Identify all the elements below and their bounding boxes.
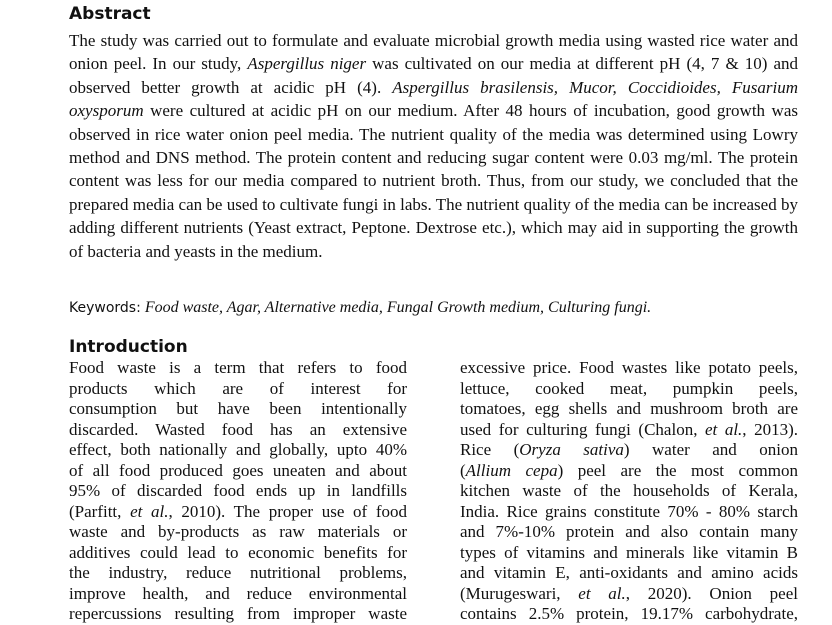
text-fragment: ( bbox=[460, 460, 466, 480]
abstract-species: Aspergillus brasilensis, Mucor, Coccidioides, Fusarium oxysporum bbox=[69, 77, 798, 121]
text-line: consumption but have been intentionally bbox=[69, 399, 407, 418]
citation-author: (Murugeswari, bbox=[460, 583, 579, 603]
text-line: excessive price. Food wastes like potato peels, bbox=[460, 358, 798, 377]
text-line: products which are of interest for bbox=[69, 378, 407, 398]
species-name: Oryza sativa bbox=[519, 440, 624, 459]
text-line: improve health, and reduce environmental bbox=[69, 583, 407, 603]
citation-etal: et al. bbox=[130, 501, 169, 521]
abstract-heading: Abstract bbox=[69, 4, 151, 24]
text-line: India. Rice grains constitute 70% - 80% starch bbox=[460, 501, 798, 521]
text-line bbox=[460, 584, 798, 605]
text-fragment: , 2013). bbox=[742, 419, 799, 439]
text-line: additives could lead to economic benefits for bbox=[69, 542, 407, 562]
text-fragment: ) peel are the most common bbox=[557, 460, 798, 480]
abstract-species: Aspergillus niger bbox=[247, 54, 367, 74]
text-line: effect, both nationally and globally, upto 40% bbox=[69, 440, 407, 459]
text-line: kitchen waste of the households of Kerala, bbox=[460, 481, 798, 500]
text-line: discarded. Wasted food has an extensive bbox=[69, 419, 407, 439]
species-name: Allium cepa bbox=[465, 460, 558, 480]
text-fragment: , 2010). The proper use of food bbox=[168, 501, 408, 521]
text-line: types of vitamins and minerals like vitamin B bbox=[460, 542, 798, 562]
text-line: and 7%-10% protein and also contain many bbox=[460, 522, 798, 541]
abstract-text: The study was carried out to formulate and evaluate microbial growth media using wasted rice water and onion peel. In our study, bbox=[69, 31, 798, 74]
text-line: Food waste is a term that refers to food bbox=[69, 358, 407, 377]
introduction-heading: Introduction bbox=[69, 337, 188, 357]
keywords-line bbox=[69, 297, 809, 319]
keywords-label: Keywords: bbox=[69, 300, 141, 316]
text-line: lettuce, cooked meat, pumpkin peels, bbox=[460, 378, 798, 398]
text-line: repercussions resulting from improper waste bbox=[69, 604, 407, 623]
text-line: tomatoes, egg shells and mushroom broth are bbox=[460, 399, 798, 418]
text-line bbox=[460, 420, 798, 441]
keywords-list: Food waste, Agar, Alternative media, Fungal Growth medium, Culturing fungi. bbox=[144, 299, 652, 316]
citation-author: (Parfitt, bbox=[69, 501, 131, 521]
text-line: contains 2.5% protein, 19.17% carbohydrate, bbox=[460, 604, 798, 623]
text-line bbox=[69, 502, 407, 523]
text-fragment: Rice ( bbox=[460, 440, 520, 459]
text-fragment: ) water and onion bbox=[623, 440, 798, 459]
citation-author: used for culturing fungi (Chalon, bbox=[460, 419, 705, 439]
text-line: 95% of discarded food ends up in landfills bbox=[69, 481, 407, 500]
text-line: waste and by-products as raw materials or bbox=[69, 522, 407, 541]
text-line bbox=[460, 440, 798, 461]
text-line: of all food produced goes uneaten and about bbox=[69, 460, 407, 480]
text-line bbox=[460, 461, 798, 482]
text-line: the industry, reduce nutritional problems, bbox=[69, 563, 407, 582]
citation-etal: et al. bbox=[578, 583, 626, 603]
text-fragment: , 2020). Onion peel bbox=[625, 583, 798, 603]
abstract-body bbox=[69, 29, 798, 263]
abstract-text: were cultured at acidic pH on our medium. After 48 hours of incubation, good growth was observed in rice water onion peel media. The nutrient quality of the media was determined using Lowry method and DNS method. The protein content and reducing sugar content were 0.03 mg/ml. The protein content was less for our media compared to nutrient broth. Thus, from our study, we concluded that the prepared media can be used to cultivate fungi in labs. The nutrient quality of the media can be increased by adding different nutrients (Yeast extract, Peptone. Dextrose etc.), which may aid in supporting the growth of bacteria and yeasts in the medium. bbox=[69, 101, 798, 261]
text-line: and vitamin E, anti-oxidants and amino acids bbox=[460, 563, 798, 582]
introduction-left-column bbox=[69, 358, 407, 625]
citation-etal: et al. bbox=[705, 419, 743, 439]
introduction-right-column bbox=[460, 358, 798, 625]
abstract-text: was cultivated on our media at different pH (4, 7 & 10) and observed better growth at acidic pH (4). bbox=[69, 54, 798, 97]
